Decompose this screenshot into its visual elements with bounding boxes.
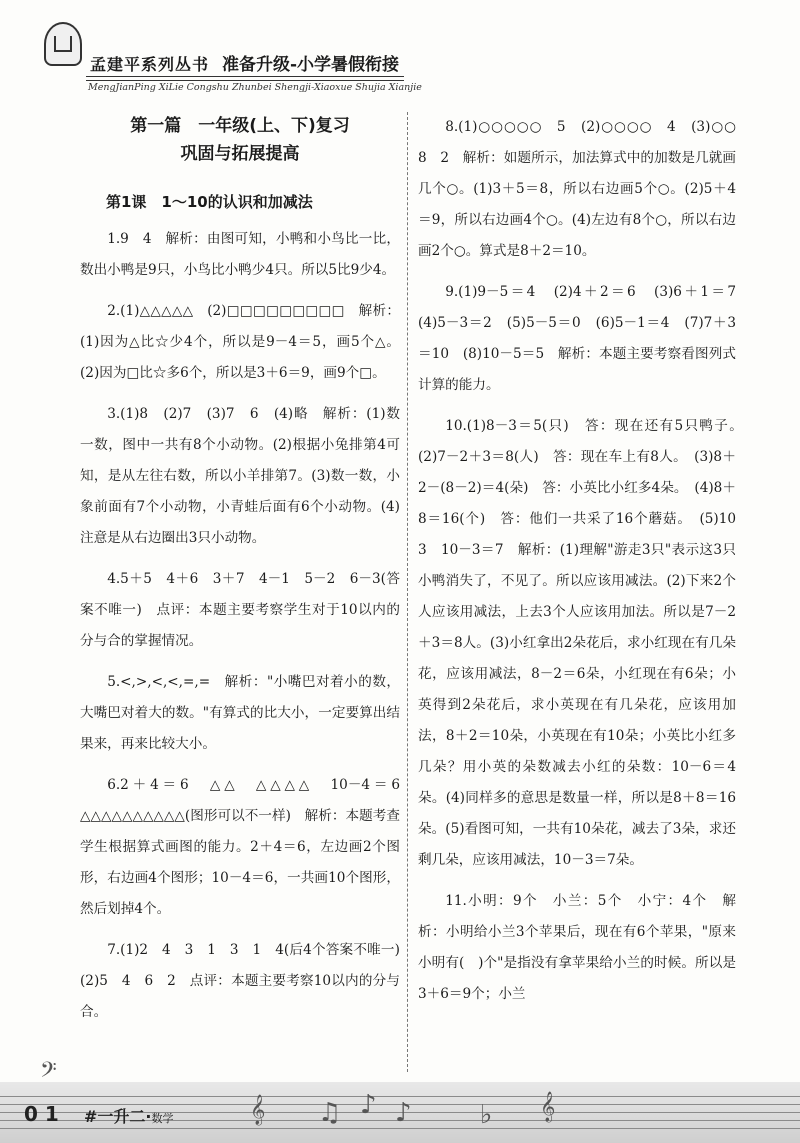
answer-2: 2.(1)△△△△△ (2)□□□□□□□□□ 解析：(1)因为△比☆少4个，所以是9－4＝5，画5个△。(2)因为□比☆多6个，所以是3＋6＝9，画9个□。 <box>80 303 400 381</box>
footer-subject: 数学 <box>151 1112 174 1125</box>
answer-10: 10.(1)8－3＝5(只) 答：现在还有5只鸭子。 (2)7－2＋3＝8(人) 答：现在车上有8人。 (3)8＋2－(8－2)＝4(朵) 答：小英比小红多4朵。 (4)8＋8＝16(个) 答：他们一共采了16个蘑菇。 (5)10 3 10－3＝7 解析：(1)理解"游走3只"表示这3只小鸭消失了，不见了。所以应该用减法。(2)下来2个人应该用减法，上去3个人应该用加法。所以是7－2＋3＝8人。(3)小红拿出2朵花后，求小红现在有几朵花，应该用减法，8－2＝6朵，小红现在有6朵；小英得到2朵花后，求小英现在有几朵花，应该用加法，8＋2＝10朵，小英现在有10朵；小英比小红多几朵？用小英的朵数减去小红的朵数：10－6＝4朵。(4)同样多的意思是数量一样，所以是8＋8＝16朵。(5)看图可知，一共有10朵花，减去了3朵，求还剩几朵，应该用减法，10－3＝7朵。 <box>418 418 750 868</box>
page-number: 0 1 <box>24 1102 59 1126</box>
flat-sign-icon: ♭ <box>480 1100 493 1130</box>
answer-3: 3.(1)8 (2)7 (3)7 6 (4)略 解析：(1)数一数，图中一共有8个小动物。(2)根据小兔排第4可知，是从左往右数，所以小羊排第7。(3)数一数，小象前面有7个小动物，小青蛙后面有6个小动物。(4)注意是从右边圈出3只小动物。 <box>80 406 400 546</box>
header-rule <box>86 76 404 81</box>
answer-7: 7.(1)2 4 3 1 3 1 4(后4个答案不唯一) (2)5 4 6 2 点评：本题主要考察10以内的分与合。 <box>80 942 414 1020</box>
music-note-icon: ♪ <box>395 1098 412 1128</box>
answer-5: 5.<,>,<,<,=,= 解析："小嘴巴对着小的数，大嘴巴对着大的数。"有算式的比大小，一定要算出结果来，再来比较大小。 <box>80 674 400 752</box>
music-note-icon: ♪ <box>360 1090 377 1120</box>
right-column <box>418 112 750 1020</box>
answer-9: 9.(1)9－5＝4 (2)4＋2＝6 (3)6＋1＝7 (4)5－3＝2 (5)5－5＝0 (6)5－1＝4 (7)7＋3＝10 (8)10－5＝5 解析：本题主要考察看图列式计算的能力。 <box>418 284 750 393</box>
answer-8: 8.(1)○○○○○ 5 (2)○○○○ 4 (3)○○ 8 2 解析：如题所示，加法算式中的加数是几就画几个○。(1)3＋5＝8，所以右边画5个○。(2)5＋4＝9，所以右边画4个○。(4)左边有8个○，所以右边画2个○。算式是8＋2＝10。 <box>418 119 750 259</box>
treble-clef-icon: 𝄞 <box>540 1092 556 1122</box>
book-title-pinyin: MengJianPing XiLie Congshu Zhunbei Shengji-Xiaoxue Shujia Xianjie <box>88 82 422 93</box>
left-column <box>80 112 414 1038</box>
series-name: 孟建平系列丛书 <box>90 55 210 74</box>
answer-6: 6.2＋4＝6 △△ △△△△ 10－4＝6 △△△△△△△△△△(图形可以不一样) 解析：本题考查学生根据算式画图的能力。2＋4＝6，左边画2个图形，右边画4个图形；10－4＝6，一共画10个图形，然后划掉4个。 <box>80 777 414 917</box>
publisher-logo-icon <box>44 22 82 66</box>
answer-1: 1.9 4 解析：由图可知，小鸭和小鸟比一比，数出小鸭是9只，小鸟比小鸭少4只。所以5比9少4。 <box>80 231 400 278</box>
footer-grade: #一升二· <box>84 1107 152 1126</box>
answer-4: 4.5＋5 4＋6 3＋7 4－1 5－2 6－3(答案不唯一) 点评：本题主要考察学生对于10以内的分与合的掌握情况。 <box>80 571 400 649</box>
music-note-icon: ♫ <box>318 1098 342 1128</box>
lesson-title: 第1课 1～10的认识和加减法 <box>106 193 313 211</box>
section-subtitle: 巩固与拓展提高 <box>180 144 300 164</box>
column-divider <box>407 112 408 1072</box>
footer-label <box>84 1104 174 1127</box>
section-title: 第一篇 一年级(上、下)复习 <box>130 116 350 136</box>
treble-clef-icon: 𝄞 <box>250 1095 266 1125</box>
bass-clef-icon: 𝄢 <box>40 1058 57 1088</box>
book-title: 准备升级-小学暑假衔接 <box>222 55 400 75</box>
answer-11: 11.小明：9个 小兰：5个 小宁：4个 解析：小明给小兰3个苹果后，现在有6个苹果，"原来小明有( )个"是指没有拿苹果给小兰的时候。所以是3＋6＝9个；小兰 <box>418 893 736 1002</box>
